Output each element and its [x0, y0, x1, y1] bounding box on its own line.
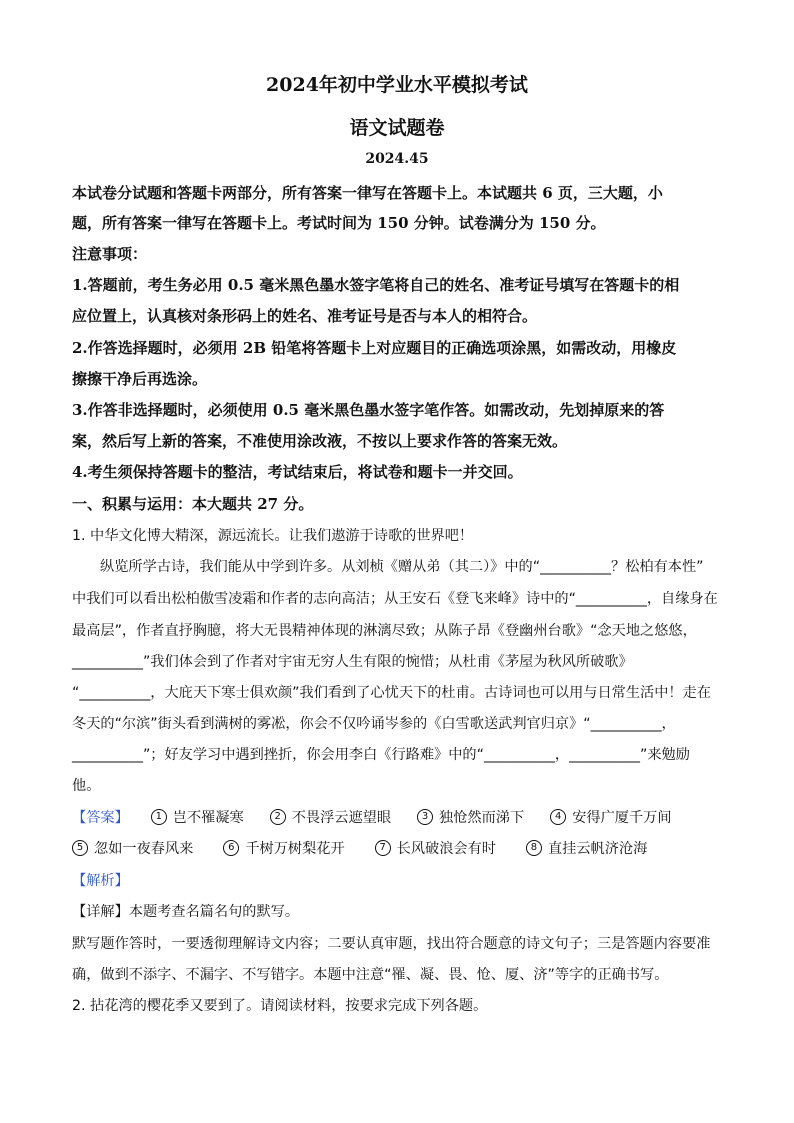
intro-line-1: 本试卷分试题和答题卡两部分，所有答案一律写在答题卡上。本试题共 6 页，三大题，小 [72, 184, 663, 202]
notice-line-2: 应位置上，认真核对条形码上的姓名、准考证号是否与本人的相符合。 [72, 307, 538, 325]
number-circle: 7 [375, 840, 391, 856]
question-1-para-line: 最高层”，作者直抒胸臆，将大无畏精神体现的淋漓尽致；从陈子昂《登幽州台歌》“念天地之悠悠， [72, 623, 697, 639]
notice-line-4: 擦擦干净后再选涂。 [72, 370, 208, 388]
question-1-para-line: __________”；好友学习中遇到挫折，你会用李白《行路难》中的“__________，__________”来勉励 [72, 747, 690, 763]
exam-title: 2024年初中学业水平模拟考试 [266, 74, 528, 96]
section-heading: 一、积累与运用：本大题共 27 分。 [72, 495, 314, 513]
analysis-label: 【解析】 [72, 873, 129, 889]
notice-line-1: 1.答题前，考生务必用 0.5 毫米黑色墨水签字笔将自己的姓名、准考证号填写在答题卡的相 [72, 276, 680, 294]
question-1-para-line: 冬天的“尔滨”街头看到满树的雾凇，你会不仅吟诵岑参的《白雪歌送武判官归京》“__________， [72, 716, 676, 732]
number-circle: 4 [550, 809, 566, 825]
intro-line-2: 题，所有答案一律写在答题卡上。考试时间为 150 分钟。试卷满分为 150 分。 [72, 214, 606, 232]
analysis-line-1: 默写题作答时，一要透彻理解诗文内容；二要认真审题，找出符合题意的诗文句子；三是答题内容要准 [72, 936, 711, 952]
question-1-para-line: “__________，大庇天下寒士俱欢颜”我们看到了心忧天下的杜甫。古诗词也可以用与日常生活中！走在 [72, 685, 711, 701]
notice-heading: 注意事项： [72, 245, 148, 263]
analysis-line-2: 确，做到不添字、不漏字、不写错字。本题中注意“罹、凝、畏、怆、厦、济”等字的正确书写。 [72, 967, 669, 983]
answer-item: 5 忽如一夜春风来 [72, 838, 193, 858]
notice-line-5: 3.作答非选择题时，必须使用 0.5 毫米黑色墨水签字笔作答。如需改动，先划掉原来的答 [72, 401, 665, 419]
answer-item: 4 安得广厦千万间 [550, 807, 671, 827]
number-circle: 5 [72, 840, 88, 856]
answer-item: 2 不畏浮云遮望眼 [270, 807, 391, 827]
number-circle: 3 [417, 809, 433, 825]
answer-row-2 [72, 838, 647, 858]
notice-line-3: 2.作答选择题时，必须用 2B 铅笔将答题卡上对应题目的正确选项涂黑，如需改动，用橡皮 [72, 339, 677, 357]
answer-item: 7 长风破浪会有时 [375, 838, 496, 858]
number-circle: 8 [526, 840, 542, 856]
notice-line-6: 案，然后写上新的答案，不准使用涂改液，不按以上要求作答的答案无效。 [72, 432, 568, 450]
exam-subtitle: 语文试题卷 [349, 117, 445, 139]
question-1-para-line: 纵览所学古诗，我们能从中学到许多。从刘桢《赠从弟（其二）》中的“__________？松柏有本性” [100, 559, 704, 575]
question-2-stem: 2. 拈花湾的樱花季又要到了。请阅读材料，按要求完成下列各题。 [72, 998, 488, 1014]
number-circle: 1 [151, 809, 167, 825]
answer-item: 3 独怆然而涕下 [417, 807, 524, 827]
exam-date: 2024.45 [365, 151, 429, 167]
number-circle: 2 [270, 809, 286, 825]
question-1-para-line: __________”我们体会到了作者对宇宙无穷人生有限的惋惜；从杜甫《茅屋为秋风所破歌》 [72, 654, 633, 670]
question-1-stem: 1. 中华文化博大精深，源远流长。让我们遨游于诗歌的世界吧！ [72, 528, 474, 544]
question-1-para-line: 中我们可以看出松柏傲雪凌霜和作者的志向高洁；从王安石《登飞来峰》诗中的“__________，自缘身在 [72, 591, 718, 607]
answer-row-1 [72, 807, 672, 827]
answer-item: 1 岂不罹凝寒 [151, 807, 244, 827]
answer-item: 8 直挂云帆济沧海 [526, 838, 647, 858]
question-1-para-line: 他。 [72, 778, 101, 794]
analysis-detail: 【详解】本题考查名篇名句的默写。 [72, 904, 300, 920]
answer-item: 6 千树万树梨花开 [223, 838, 344, 858]
notice-line-7: 4.考生须保持答题卡的整洁，考试结束后，将试卷和题卡一并交回。 [72, 463, 523, 481]
answer-label: 【答案】 [72, 810, 129, 826]
number-circle: 6 [223, 840, 239, 856]
